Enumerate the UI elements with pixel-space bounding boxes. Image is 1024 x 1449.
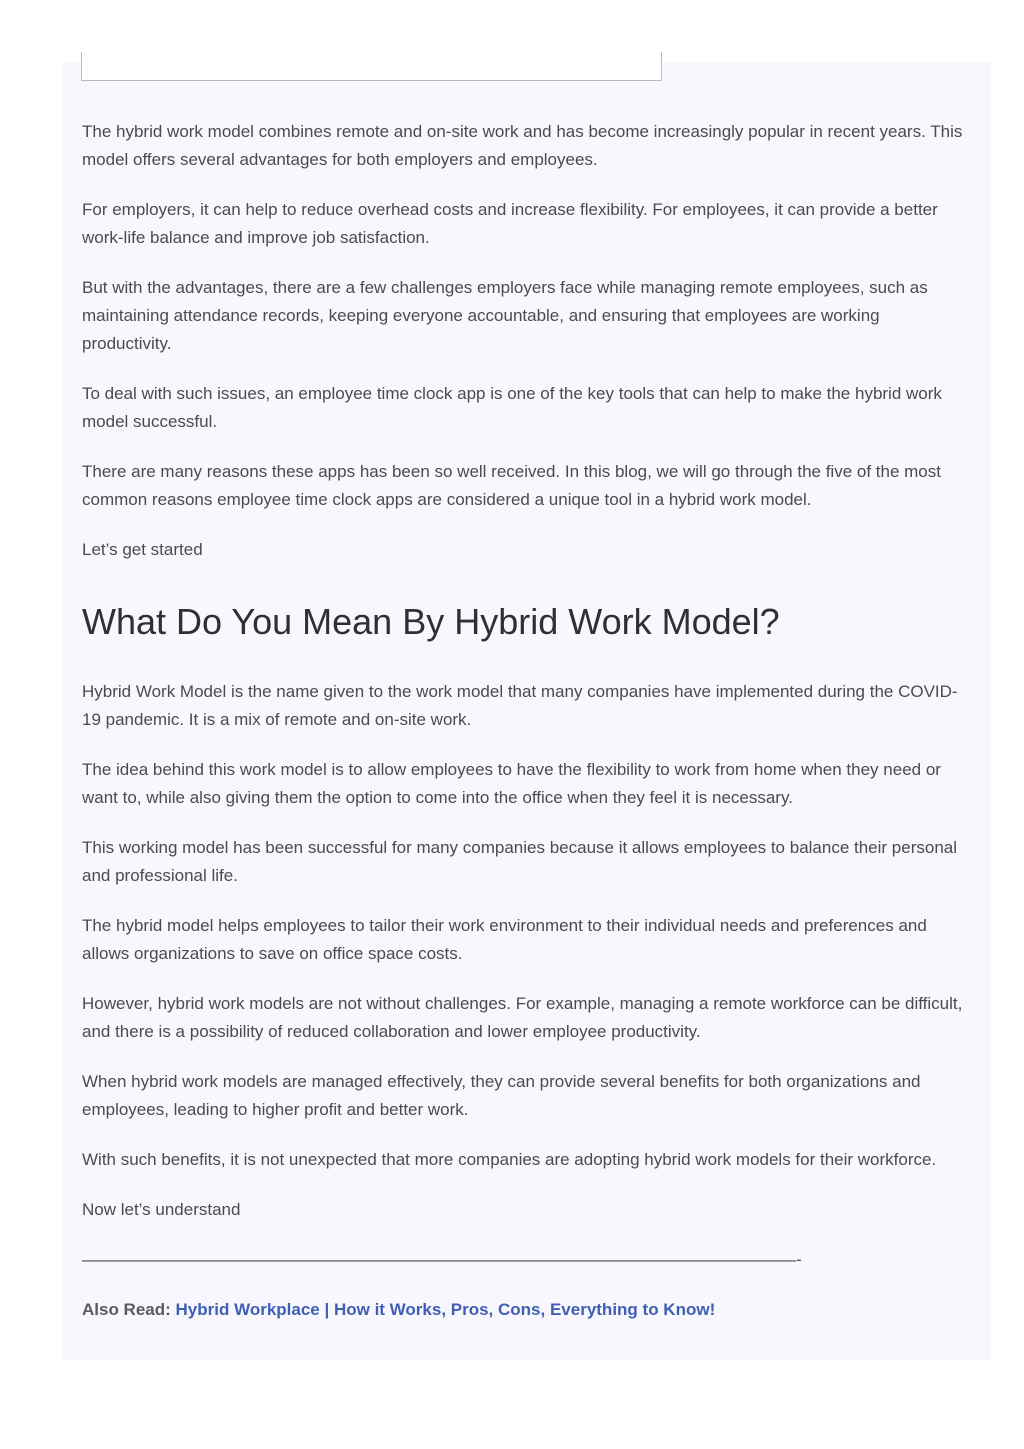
section-paragraph: The idea behind this work model is to allow employees to have the flexibility to work from home when they need or want to, while also giving them the option to come into the office when they feel it is necessary. — [82, 760, 941, 807]
section-paragraph: When hybrid work models are managed effectively, they can provide several benefits for both organizations and employees, leading to higher profit and better work. — [82, 1072, 921, 1119]
intro-paragraph: But with the advantages, there are a few challenges employers face while managing remote employees, such as maintaining attendance records, keeping everyone accountable, and ensuring that employees are working productivity. — [82, 278, 928, 353]
section-paragraph: This working model has been successful for many companies because it allows employees to balance their personal and professional life. — [82, 838, 958, 885]
text-divider: ——————————————————————————————————————————- — [82, 1250, 802, 1269]
intro-paragraph: To deal with such issues, an employee time clock app is one of the key tools that can help to make the hybrid work model successful. — [82, 384, 942, 431]
also-read — [82, 1296, 972, 1324]
intro-paragraph: There are many reasons these apps has been so well received. In this blog, we will go through the five of the most common reasons employee time clock apps are considered a unique tool in a hybrid work model. — [82, 462, 941, 509]
section-paragraph: Hybrid Work Model is the name given to the work model that many companies have implemented during the COVID-19 pandemic. It is a mix of remote and on-site work. — [82, 682, 958, 729]
embed-box — [81, 52, 662, 81]
section-paragraph: Now let’s understand — [82, 1200, 241, 1219]
also-read-label: Also Read: — [82, 1300, 171, 1319]
section-paragraph: With such benefits, it is not unexpected that more companies are adopting hybrid work models for their workforce. — [82, 1150, 937, 1169]
intro-paragraph: The hybrid work model combines remote and on-site work and has become increasingly popular in recent years. This model offers several advantages for both employers and employees. — [82, 122, 963, 169]
intro-paragraph: Let’s get started — [82, 540, 203, 559]
article-body — [82, 118, 972, 1324]
intro-paragraph: For employers, it can help to reduce overhead costs and increase flexibility. For employees, it can provide a better work-life balance and improve job satisfaction. — [82, 200, 938, 247]
also-read-link[interactable]: Hybrid Workplace | How it Works, Pros, Cons, Everything to Know! — [175, 1300, 716, 1319]
section-paragraph: However, hybrid work models are not without challenges. For example, managing a remote workforce can be difficult, and there is a possibility of reduced collaboration and lower employee productivity. — [82, 994, 963, 1041]
section-paragraph: The hybrid model helps employees to tailor their work environment to their individual needs and preferences and allows organizations to save on office space costs. — [82, 916, 927, 963]
article-card — [62, 62, 991, 1360]
section-heading: What Do You Mean By Hybrid Work Model? — [82, 601, 780, 642]
